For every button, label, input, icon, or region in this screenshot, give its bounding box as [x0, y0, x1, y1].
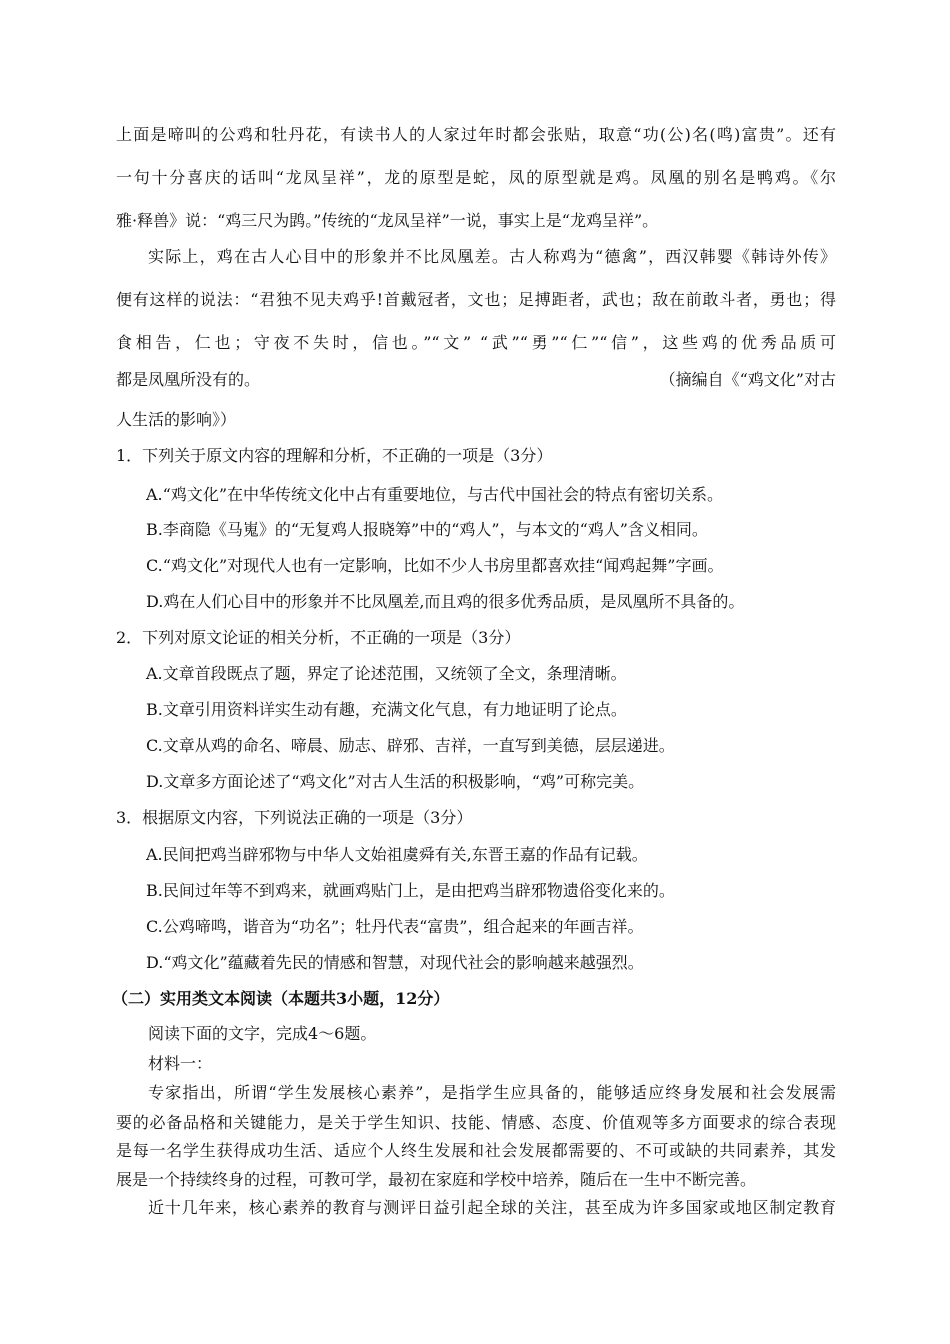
section-instruction: 阅读下面的文字，完成4～6题。 [148, 1024, 377, 1043]
question-option: B.李商隐《马嵬》的“无复鸡人报晓筹”中的“鸡人”，与本文的“鸡人”含义相同。 [146, 520, 708, 539]
question-stem: 2．下列对原文论证的相关分析，不正确的一项是（3分） [116, 628, 521, 647]
material-line: 是每一名学生获得成功生活、适应个人终生发展和社会发展都需要的、不可或缺的共同素养，其发 [116, 1141, 836, 1160]
question-option: C.公鸡啼鸣，谐音为“功名”；牡丹代表“富贵”，组合起来的年画吉祥。 [146, 917, 644, 936]
passage-line: 食相告，仁也；守夜不失时，信也。”“文” “武”“勇”“仁”“信”，这些鸡的优秀品质可 [116, 333, 836, 352]
material-label: 材料一： [148, 1054, 213, 1073]
material-line: 展是一个持续终身的过程，可教可学，最初在家庭和学校中培养，随后在一生中不断完善。 [116, 1170, 757, 1189]
question-option: B.文章引用资料详实生动有趣，充满文化气息，有力地证明了论点。 [146, 700, 627, 719]
question-option: C.文章从鸡的命名、啼晨、励志、辟邪、吉祥，一直写到美德，层层递进。 [146, 736, 675, 755]
question-option: B.民间过年等不到鸡来，就画鸡贴门上，是由把鸡当辟邪物遗俗变化来的。 [146, 881, 675, 900]
question-stem: 1．下列关于原文内容的理解和分析，不正确的一项是（3分） [116, 446, 553, 465]
passage-line: 上面是啼叫的公鸡和牡丹花，有读书人的人家过年时都会张贴，取意“功(公)名(鸣)富贵”。还有 [116, 125, 836, 144]
passage-line: 都是凤凰所没有的。 [116, 370, 261, 389]
source-citation: （摘编自《“鸡文化”对古 [659, 370, 836, 389]
question-option: D.“鸡文化”蕴藏着先民的情感和智慧，对现代社会的影响越来越强烈。 [146, 953, 644, 972]
question-stem: 3．根据原文内容，下列说法正确的一项是（3分） [116, 808, 473, 827]
question-option: A.文章首段既点了题，界定了论述范围，又统领了全文，条理清晰。 [146, 664, 627, 683]
source-citation-cont: 人生活的影响》） [116, 410, 237, 429]
material-line: 近十几年来，核心素养的教育与测评日益引起全球的关注，甚至成为许多国家或地区制定教育 [148, 1198, 836, 1217]
question-option: A.“鸡文化”在中华传统文化中占有重要地位，与古代中国社会的特点有密切关系。 [146, 485, 724, 504]
material-line: 专家指出，所谓“学生发展核心素养”，是指学生应具备的，能够适应终身发展和社会发展需 [148, 1083, 836, 1102]
section-heading: （二）实用类文本阅读（本题共3小题，12分） [112, 989, 450, 1008]
material-line: 要的必备品格和关键能力，是关于学生知识、技能、情感、态度、价值观等多方面要求的综合表现 [116, 1113, 836, 1132]
passage-line: 一句十分喜庆的话叫“龙凤呈祥”，龙的原型是蛇，凤的原型就是鸡。凤凰的别名是鸭鸡。《尔 [116, 168, 836, 187]
question-option: D.文章多方面论述了“鸡文化”对古人生活的积极影响，“鸡”可称完美。 [146, 772, 645, 791]
passage-line: 雅·释兽》说：“鸡三尺为鹍。”传统的“龙凤呈祥”一说，事实上是“龙鸡呈祥”。 [116, 211, 659, 230]
question-option: D.鸡在人们心目中的形象并不比凤凰差,而且鸡的很多优秀品质，是凤凰所不具备的。 [146, 592, 745, 611]
passage-line: 实际上，鸡在古人心目中的形象并不比凤凰差。古人称鸡为“德禽”，西汉韩婴《韩诗外传》 [148, 247, 836, 266]
passage-line: 便有这样的说法：“君独不见夫鸡乎!首戴冠者，文也；足搏距者，武也；敌在前敢斗者，勇也；得 [116, 290, 836, 309]
question-option: A.民间把鸡当辟邪物与中华人文始祖虞舜有关,东晋王嘉的作品有记载。 [146, 845, 648, 864]
question-option: C.“鸡文化”对现代人也有一定影响，比如不少人书房里都喜欢挂“闻鸡起舞”字画。 [146, 556, 724, 575]
